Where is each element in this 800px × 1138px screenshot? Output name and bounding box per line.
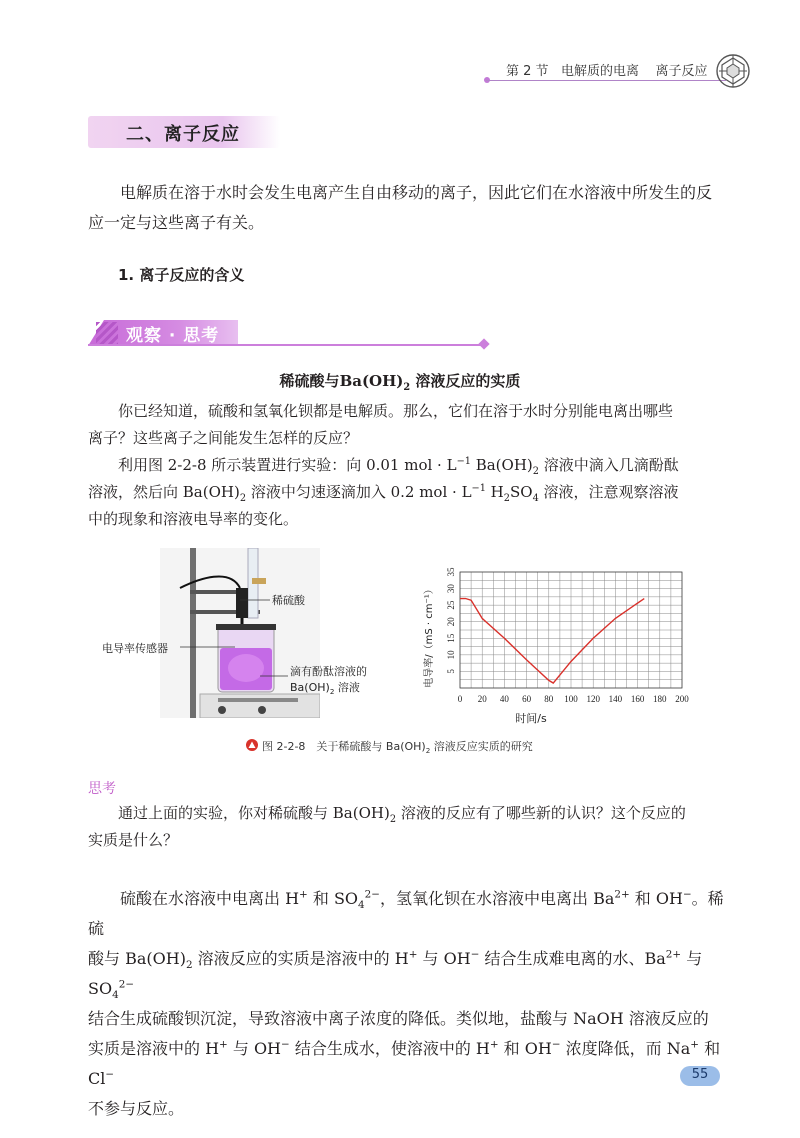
label-dilute-acid: 稀硫酸	[272, 594, 305, 607]
header-rule	[486, 80, 726, 81]
experiment-paragraph-2	[88, 452, 724, 533]
figure-caption: 图 2-2-8 关于稀硫酸与 $Ba(OH)_2$ 溶液反应实质的研究	[262, 740, 533, 756]
label-sensor: 电导率传感器	[102, 642, 168, 655]
intro-line-2: 应一定与这些离子有关。	[88, 213, 265, 232]
y-tick-label: 15	[446, 633, 457, 643]
label-solution-line2: $Ba(OH)_2$ 溶液	[290, 681, 360, 697]
exp-p2-line2: 溶液，然后向 $Ba(OH)_2$ 溶液中匀速逐滴加入 0.2 mol · $L^{-1}$ $H_2SO_4$ 溶液，注意观察溶液	[88, 483, 679, 504]
x-tick-label: 100	[564, 694, 578, 704]
x-tick-label: 80	[544, 694, 554, 704]
series-line	[460, 599, 644, 684]
conclusion-line5: 不参与反应。	[88, 1099, 185, 1118]
caption-triangle-icon	[246, 739, 258, 751]
conclusion-line3: 结合生成硫酸钡沉淀，导致溶液中离子浓度的降低。类似地，盐酸与 NaOH 溶液反应的	[88, 1009, 709, 1028]
header-section-label: 第 2 节	[506, 64, 549, 79]
think-line1: 通过上面的实验，你对稀硫酸与 $Ba(OH)_2$ 溶液的反应有了哪些新的认识？这个反应的	[118, 804, 686, 825]
x-tick-label: 140	[608, 694, 623, 704]
y-tick-label: 25	[446, 600, 457, 610]
experiment-title-formula: Ba(OH)	[339, 372, 404, 390]
experiment-title-suffix: 溶液反应的实质	[410, 372, 521, 390]
y-tick-label: 30	[446, 584, 457, 594]
exp-p1-line2: 离子？这些离子之间能发生怎样的反应？	[88, 429, 359, 447]
header-subsection: 离子反应	[655, 64, 708, 79]
y-tick-label: 5	[446, 669, 457, 674]
experiment-title-sub: 2	[403, 382, 411, 393]
exp-p2-line1: 利用图 2-2-8 所示装置进行实验：向 0.01 mol · $L^{-1}$ $Ba(OH)_2$ 溶液中滴入几滴酚酞	[118, 456, 679, 477]
think-paragraph	[88, 800, 724, 854]
experiment-title-prefix: 稀硫酸与	[279, 372, 340, 390]
running-header	[506, 60, 708, 79]
x-tick-label: 160	[630, 694, 645, 704]
observe-diamond-icon	[478, 338, 489, 349]
exp-p1-line1: 你已经知道，硫酸和氢氧化钡都是电解质。那么，它们在溶于水时分别能电离出哪些	[118, 402, 674, 420]
y-axis-label: 电导率/（mS · cm⁻¹）	[424, 584, 435, 688]
x-tick-label: 200	[675, 694, 689, 704]
conclusion-paragraph	[88, 884, 724, 1124]
think-title: 思考	[88, 781, 116, 797]
label-solution	[290, 664, 367, 696]
section-title: 二、离子反应	[126, 124, 240, 145]
x-tick-label: 120	[586, 694, 600, 704]
y-tick-label: 35	[446, 567, 457, 577]
molecule-icon	[714, 52, 752, 90]
observe-stripe-decoration	[96, 322, 118, 344]
page-number: 55	[691, 1067, 709, 1082]
exp-p2-line3: 中的现象和溶液电导率的变化。	[88, 510, 299, 528]
label-solution-line1: 滴有酚酞溶液的	[290, 665, 367, 678]
x-tick-label: 20	[477, 694, 487, 704]
think-line2: 实质是什么？	[88, 831, 179, 849]
y-tick-label: 10	[446, 650, 457, 660]
conclusion-line1: 硫酸在水溶液中电离出 H+ 和 $SO_4^{2-}$，氢氧化钡在水溶液中电离出 $Ba^{2+}$ 和 OH−。稀硫	[88, 888, 724, 938]
experiment-paragraph-1	[88, 398, 724, 452]
x-tick-label: 180	[653, 694, 667, 704]
y-tick-label: 20	[446, 617, 457, 627]
x-tick-label: 60	[522, 694, 532, 704]
conclusion-line2: 酸与 $Ba(OH)_2$ 溶液反应的实质是溶液中的 H+ 与 OH− 结合生成难电离的水、$Ba^{2+}$ 与 $SO_4^{2-}$	[88, 948, 703, 1002]
x-tick-label: 0	[457, 694, 463, 704]
conductivity-chart	[410, 560, 700, 730]
x-axis-label: 时间/s	[515, 712, 547, 725]
experiment-title	[0, 370, 800, 391]
header-section-title: 电解质的电离	[560, 64, 639, 79]
x-tick-label: 40	[499, 694, 509, 704]
intro-paragraph	[88, 178, 724, 238]
conclusion-line4: 实质是溶液中的 H+ 与 OH− 结合生成水，使溶液中的 H+ 和 OH− 浓度降低，而 Na+ 和 Cl−	[88, 1038, 721, 1088]
intro-line-1: 电解质在溶于水时会发生电离产生自由移动的离子，因此它们在水溶液中所发生的反	[120, 183, 713, 202]
observe-title: 观察 · 思考	[126, 326, 220, 346]
heading-meaning: 1. 离子反应的含义	[118, 266, 245, 284]
